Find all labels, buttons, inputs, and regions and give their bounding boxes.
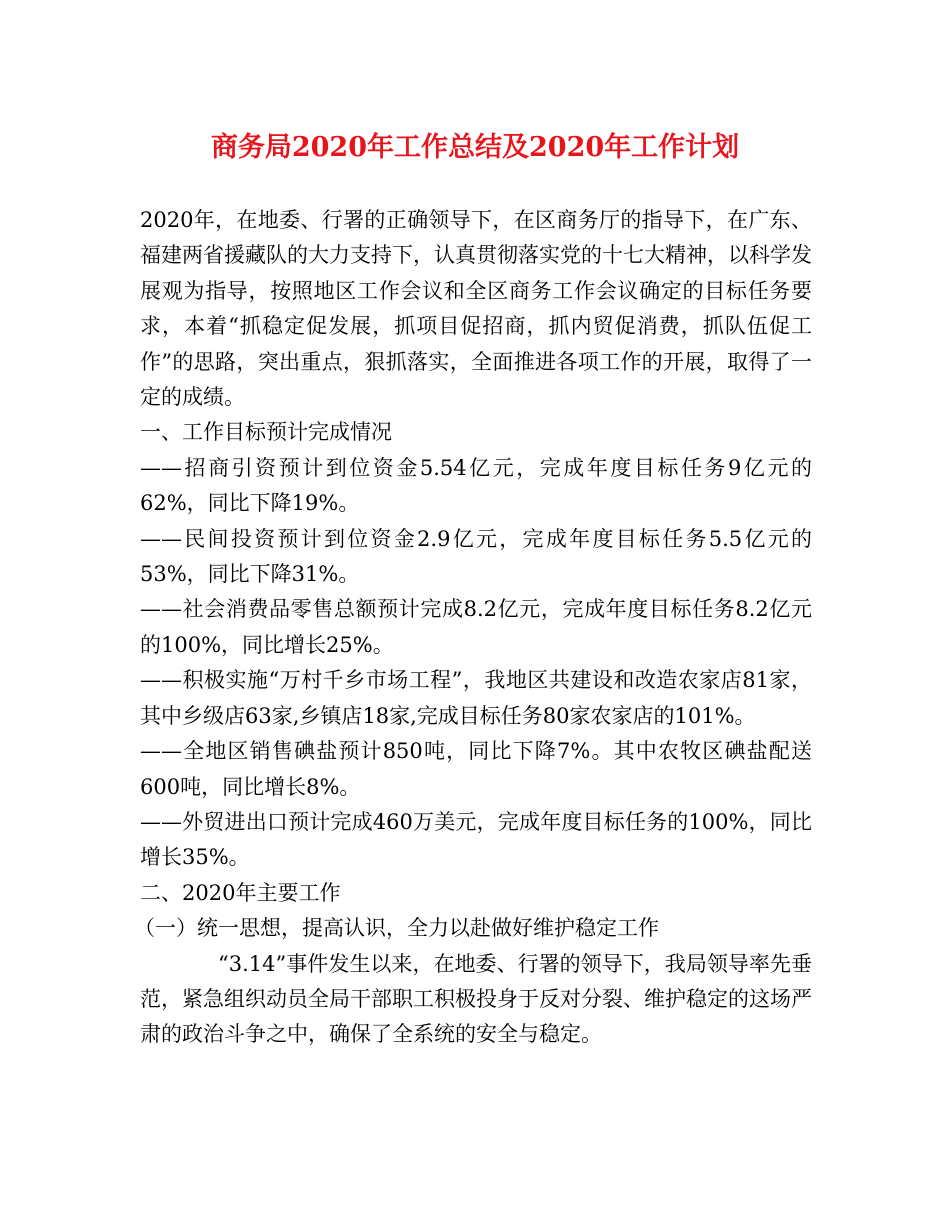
document-body (134, 203, 812, 1053)
target-item-retail-sales: ——社会消费品零售总额预计完成8.2亿元，完成年度目标任务8.2亿元的100%，同比增长25%。 (140, 597, 812, 657)
target-item-foreign-trade: ——外贸进出口预计完成460万美元，完成年度目标任务的100%，同比增长35%。 (140, 809, 812, 870)
subsection-heading-1: （一）统一思想，提高认识，全力以赴做好维护稳定工作 (134, 916, 659, 941)
document-title: 商务局2020年工作总结及2020年工作计划 (210, 132, 740, 163)
target-item-private-investment: ——民间投资预计到位资金2.9亿元，完成年度目标任务5.5亿元的53%，同比下降31%。 (140, 526, 812, 587)
intro-paragraph: 2020年，在地委、行署的正确领导下，在区商务厅的指导下，在广东、福建两省援藏队的大力支持下，认真贯彻落实党的十七大精神，以科学发展观为指导，按照地区工作会议和全区商务工作会议确定的目标任务要求，本着“抓稳定促发展，抓项目促招商，抓内贸促消费，抓队伍促工作”的思路，突出重点，狠抓落实，全面推进各项工作的开展，取得了一定的成绩。 (140, 208, 812, 410)
target-item-market-project: ——积极实施“万村千乡市场工程”，我地区共建设和改造农家店81家，其中乡级店63家,乡镇店18家,完成目标任务80家农家店的101%。 (140, 668, 812, 728)
stability-paragraph: “3.14”事件发生以来，在地委、行署的领导下，我局领导率先垂范，紧急组织动员全局干部职工积极投身于反对分裂、维护稳定的这场严肃的政治斗争之中，确保了全系统的安全与稳定。 (140, 951, 812, 1047)
section-heading-1: 一、工作目标预计完成情况 (140, 420, 392, 445)
target-item-iodized-salt: ——全地区销售碘盐预计850吨，同比下降7%。其中农牧区碘盐配送600吨，同比增长8%。 (140, 739, 812, 799)
target-item-investment: ——招商引资预计到位资金5.54亿元，完成年度目标任务9亿元的62%，同比下降19%。 (140, 455, 812, 516)
section-heading-2: 二、2020年主要工作 (140, 880, 341, 905)
